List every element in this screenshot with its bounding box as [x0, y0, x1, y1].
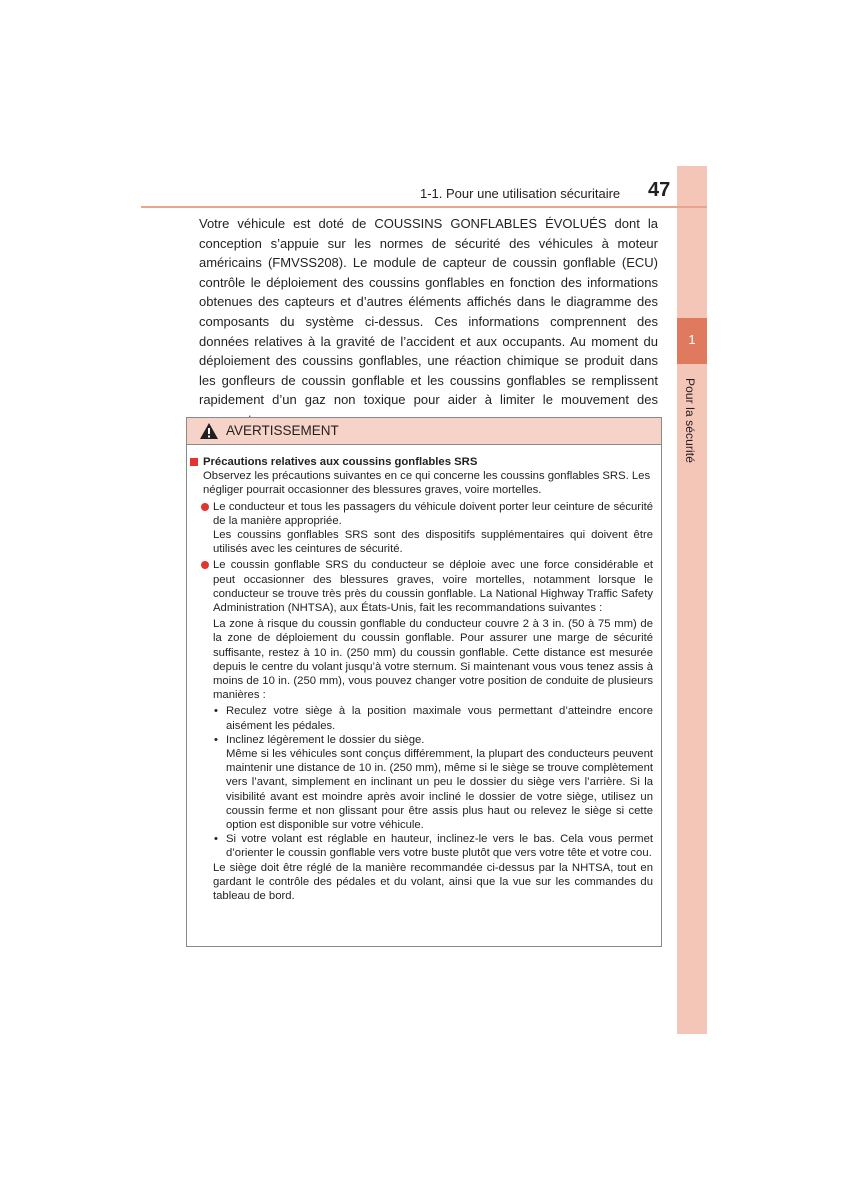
chapter-number: 1	[688, 332, 696, 347]
square-bullet-icon	[190, 458, 198, 466]
warning-title: AVERTISSEMENT	[226, 423, 339, 438]
recommendation-item	[213, 704, 653, 732]
warning-closing: Le siège doit être réglé de la manière recommandée ci-dessus par la NHTSA, tout en gardant le contrôle des pédales et du volant, ainsi que la vue sur les commandes du tableau de bord.	[213, 861, 653, 903]
recommendation-subtext: Même si les véhicules sont conçus différemment, la plupart des conducteurs peuvent maintenir une distance de 10 in. (250 mm), même si le siège se trouve complètement vers l’avant, simplement en inclinant un peu le dossier du siège vers l’arrière. Si la visibilité avant est moindre après avoir incliné le dossier de votre siège, utilisez un coussin ferme et non glissant pour être assis plus haut ou relevez le siège si cette option est disponible sur votre véhicule.	[226, 748, 653, 832]
warning-item	[201, 558, 653, 903]
warning-item-subtext: La zone à risque du coussin gonflable du conducteur couvre 2 à 3 in. (50 à 75 mm) de la zone de déploiement du coussin gonflable. Pour assurer une marge de sécurité suffisante, restez à 10 in. (250 mm) du coussin gonflable. Cette distance est mesurée depuis le centre du volant jusqu’à votre sternum. Si maintenant vous vous tenez assis à moins de 10 in. (250 mm), vous pouvez changer votre position de conduite de plusieurs manières :	[213, 618, 653, 702]
recommendation-text: Reculez votre siège à la position maximale vous permettant d’atteindre encore aisément les pédales.	[226, 705, 653, 732]
recommendation-list	[213, 704, 653, 860]
warning-item-text: Le coussin gonflable SRS du conducteur se déploie avec une force considérable et peut occasionner des blessures graves, voire mortelles, notamment lorsque le conducteur se trouve très près du coussin gonflable. La National Highway Traffic Safety Administration (NHTSA), aux États-Unis, fait les recommandations suivantes :	[213, 559, 653, 615]
dot-bullet-icon: •	[214, 705, 218, 718]
warning-box	[186, 417, 662, 947]
dot-bullet-icon: •	[214, 833, 218, 846]
warning-section-intro: Observez les précautions suivantes en ce qui concerne les coussins gonflables SRS. Les négliger pourrait occasionner des blessures graves, voire mortelles.	[203, 470, 651, 497]
recommendation-item	[213, 733, 653, 832]
red-bullet-icon	[201, 561, 209, 569]
warning-item-subtext: Les coussins gonflables SRS sont des dispositifs supplémentaires qui doivent être utilisés avec les ceintures de sécurité.	[213, 529, 653, 556]
warning-body	[187, 445, 661, 903]
warning-header	[187, 418, 661, 445]
page-number: 47	[648, 179, 671, 201]
intro-paragraph: Votre véhicule est doté de COUSSINS GONFLABLES ÉVOLUÉS dont la conception s’appuie sur les normes de sécurité des véhicules à moteur américains (FMVSS208). Le module de capteur de coussin gonflable (ECU) contrôle le déploiement des coussins gonflables en fonction des informations obtenues des capteurs et d’autres éléments affichés dans le diagramme des composants du système ci-dessus. Ces informations comprennent des données relatives à la gravité de l’accident et aux occupants. Au moment du déploiement des coussins gonflables, une réaction chimique se produit dans les gonfleurs de coussin gonflable et les coussins gonflables se remplissent rapidement d’un gaz non toxique pour aider à limiter le mouvement des	[199, 216, 658, 408]
recommendation-text: Si votre volant est réglable en hauteur, inclinez-le vers le bas. Cela vous permet d’orienter le coussin gonflable vers votre buste plutôt que vers votre tête et votre cou.	[226, 833, 653, 860]
warning-item-text: Le conducteur et tous les passagers du véhicule doivent porter leur ceinture de sécurité de la manière appropriée.	[213, 500, 653, 527]
side-tab-strip	[677, 166, 707, 1034]
red-bullet-icon	[201, 503, 209, 511]
section-header-title: 1-1. Pour une utilisation sécuritaire	[420, 186, 621, 201]
warning-section-heading	[189, 455, 653, 469]
chapter-label: Pour la sécurité	[683, 378, 697, 463]
warning-section-title: Précautions relatives aux coussins gonflables SRS	[203, 456, 478, 468]
recommendation-item	[213, 832, 653, 860]
header-rule	[141, 206, 707, 208]
warning-triangle-icon	[199, 422, 219, 440]
warning-item	[201, 500, 653, 557]
dot-bullet-icon: •	[214, 733, 218, 746]
recommendation-text: Inclinez légèrement le dossier du siège.	[226, 733, 425, 746]
